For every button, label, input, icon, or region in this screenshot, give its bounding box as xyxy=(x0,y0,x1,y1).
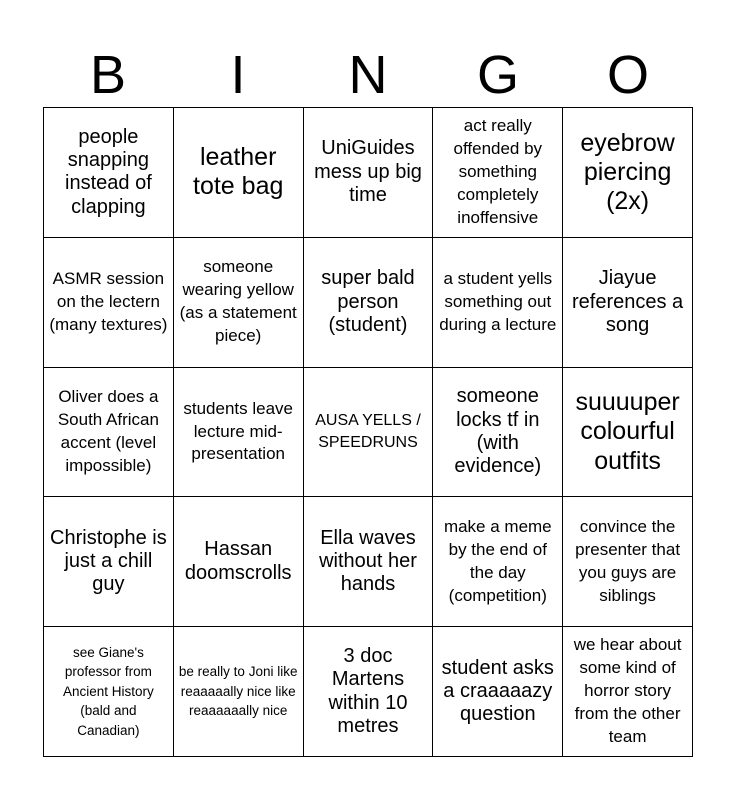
bingo-cell-r5-c1[interactable]: see Giane's professor from Ancient History (bald and Canadian) xyxy=(44,627,174,757)
bingo-cell-r4-c1[interactable]: Christophe is just a chill guy xyxy=(44,497,174,627)
bingo-cell-r5-c4[interactable]: student asks a craaaaazy question xyxy=(433,627,563,757)
bingo-cell-r4-c4[interactable]: make a meme by the end of the day (competition) xyxy=(433,497,563,627)
bingo-cell-r4-c2[interactable]: Hassan doomscrolls xyxy=(174,497,304,627)
bingo-cell-r2-c3[interactable]: super bald person (student) xyxy=(304,238,434,368)
bingo-cell-r1-c2[interactable]: leather tote bag xyxy=(174,108,304,238)
bingo-cell-r2-c4[interactable]: a student yells something out during a lecture xyxy=(433,238,563,368)
bingo-cell-r4-c3[interactable]: Ella waves without her hands xyxy=(304,497,434,627)
bingo-cell-r5-c3[interactable]: 3 doc Martens within 10 metres xyxy=(304,627,434,757)
header-letter-o: O xyxy=(606,45,649,105)
header-letter-g: G xyxy=(476,45,519,105)
bingo-cell-r2-c5[interactable]: Jiayue references a song xyxy=(563,238,693,368)
bingo-cell-r2-c1[interactable]: ASMR session on the lectern (many textures) xyxy=(44,238,174,368)
bingo-cell-r3-c2[interactable]: students leave lecture mid-presentation xyxy=(174,368,304,498)
bingo-cell-r5-c2[interactable]: be really to Joni like reaaaaally nice like reaaaaaally nice xyxy=(174,627,304,757)
bingo-cell-r1-c1[interactable]: people snapping instead of clapping xyxy=(44,108,174,238)
header-letter-b: B xyxy=(89,45,127,105)
bingo-cell-r3-c4[interactable]: someone locks tf in (with evidence) xyxy=(433,368,563,498)
bingo-header xyxy=(43,42,693,108)
bingo-cell-r1-c4[interactable]: act really offended by something completely inoffensive xyxy=(433,108,563,238)
bingo-cell-r5-c5[interactable]: we hear about some kind of horror story from the other team xyxy=(563,627,693,757)
bingo-cell-r2-c2[interactable]: someone wearing yellow (as a statement piece) xyxy=(174,238,304,368)
bingo-cell-r3-c5[interactable]: suuuuper colourful outfits xyxy=(563,368,693,498)
bingo-cell-r4-c5[interactable]: convince the presenter that you guys are siblings xyxy=(563,497,693,627)
bingo-cell-r3-c3[interactable]: AUSA YELLS / SPEEDRUNS xyxy=(304,368,434,498)
header-letter-n: N xyxy=(348,45,388,105)
header-letter-i: I xyxy=(230,45,246,105)
bingo-cell-r1-c3[interactable]: UniGuides mess up big time xyxy=(304,108,434,238)
bingo-cell-r3-c1[interactable]: Oliver does a South African accent (level impossible) xyxy=(44,368,174,498)
bingo-cell-r1-c5[interactable]: eyebrow piercing (2x) xyxy=(563,108,693,238)
bingo-board xyxy=(43,107,693,757)
